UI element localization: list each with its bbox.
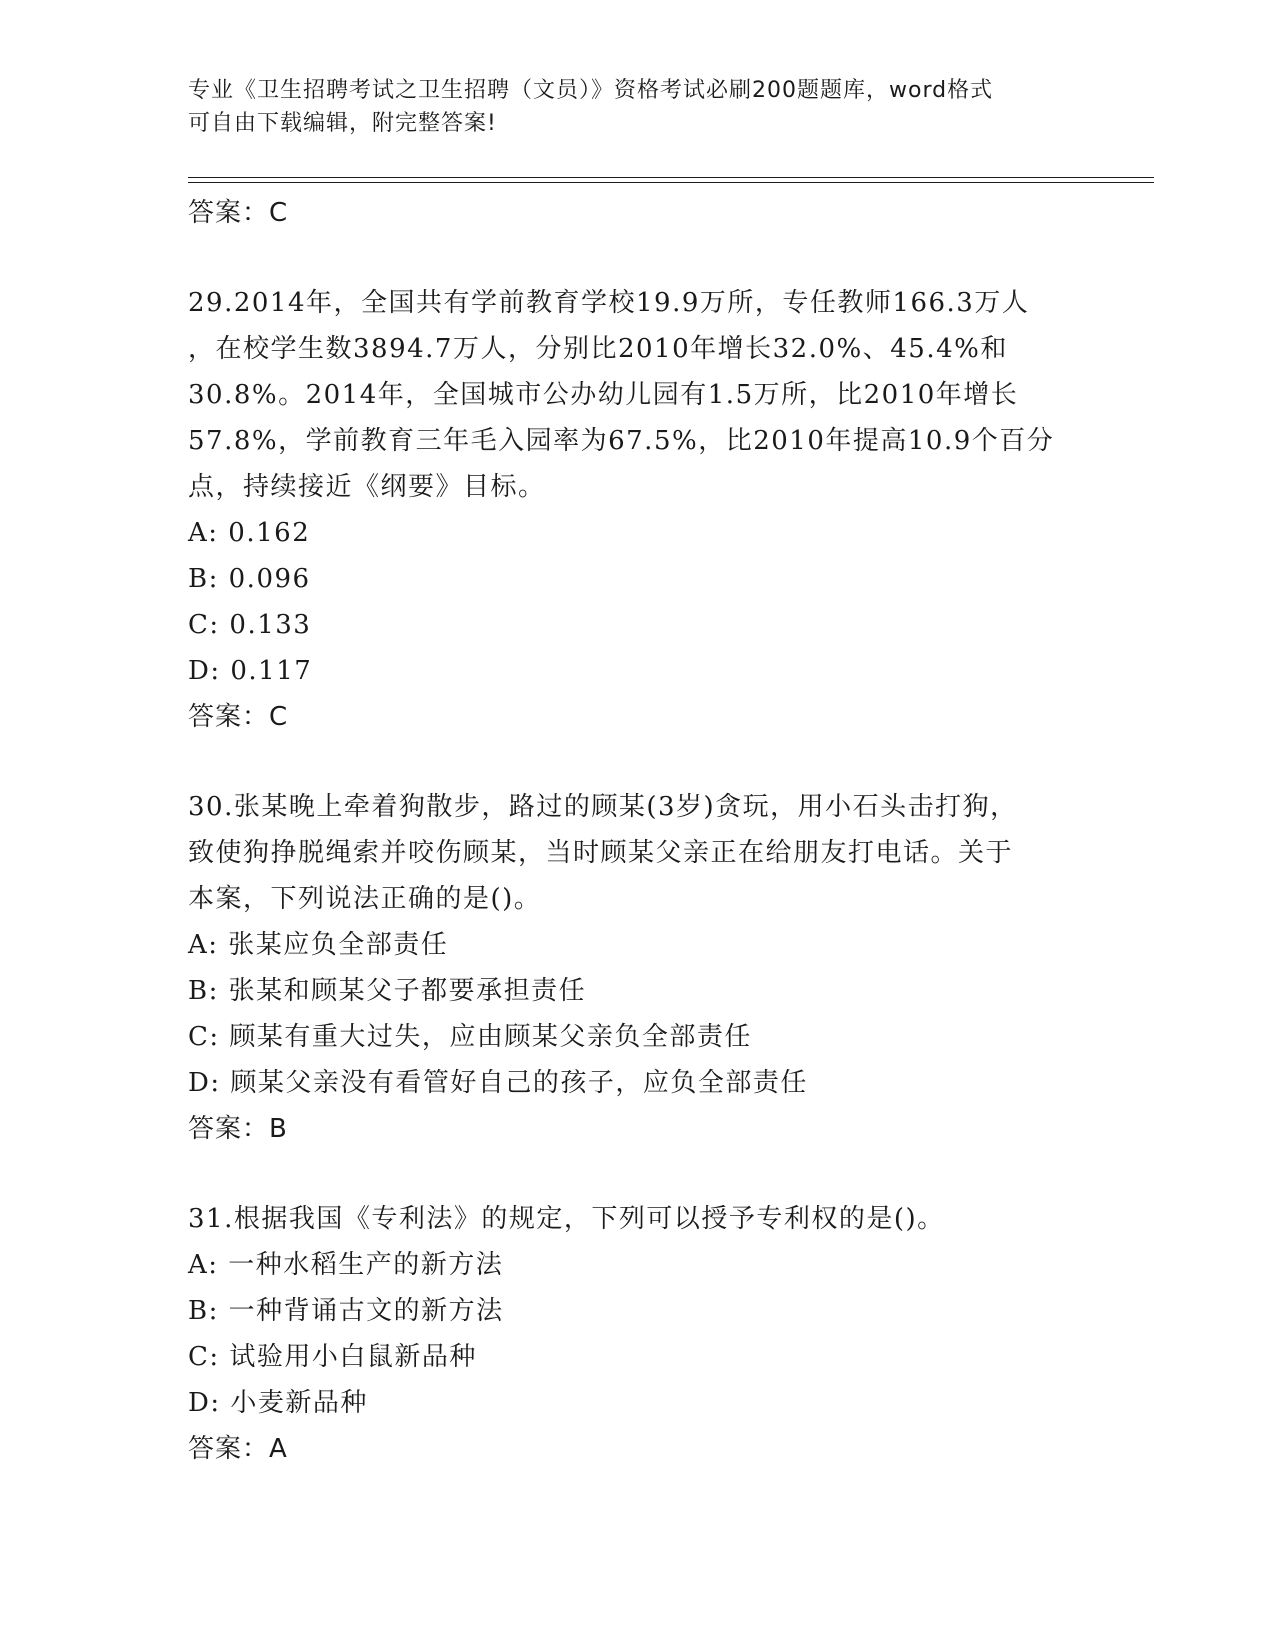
option-c: C: 0.133 (188, 610, 312, 640)
question-text-line: 29.2014年，全国共有学前教育学校19.9万所，专任教师166.3万人 (188, 288, 1030, 318)
question-31 (188, 1196, 1088, 1472)
option-a: A: 一种水稻生产的新方法 (188, 1250, 504, 1280)
option-a: A: 0.162 (188, 518, 311, 548)
header-line-2: 可自由下载编辑，附完整答案! (188, 111, 497, 136)
header-divider-bottom (188, 182, 1154, 183)
question-text-line: 30.8%。2014年，全国城市公办幼儿园有1.5万所，比2010年增长 (188, 380, 1019, 410)
option-a: A: 张某应负全部责任 (188, 930, 449, 960)
header-line-1: 专业《卫生招聘考试之卫生招聘（文员）》资格考试必刷200题题库，word格式 (188, 78, 994, 103)
previous-answer: 答案：C (188, 198, 289, 228)
question-text-line: 31.根据我国《专利法》的规定，下列可以授予专利权的是()。 (188, 1204, 945, 1234)
question-29 (188, 280, 1088, 740)
header-divider-top (188, 177, 1154, 178)
question-list (188, 190, 1088, 1472)
question-text-line: ，在校学生数3894.7万人，分别比2010年增长32.0%、45.4%和 (188, 334, 1008, 364)
question-text-line: 30.张某晚上牵着狗散步，路过的顾某(3岁)贪玩，用小石头击打狗， (188, 792, 1018, 822)
option-d: D: 0.117 (188, 656, 313, 686)
document-header (188, 74, 1068, 140)
question-text-line: 点，持续接近《纲要》目标。 (188, 472, 546, 502)
option-d: D: 顾某父亲没有看管好自己的孩子，应负全部责任 (188, 1068, 808, 1098)
question-text-line: 57.8%，学前教育三年毛入园率为67.5%，比2010年提高10.9个百分 (188, 426, 1055, 456)
question-text-line: 致使狗挣脱绳索并咬伤顾某，当时顾某父亲正在给朋友打电话。关于 (188, 838, 1014, 868)
answer-line: 答案：B (188, 1114, 288, 1144)
question-30 (188, 784, 1088, 1152)
question-text-line: 本案，下列说法正确的是()。 (188, 884, 542, 914)
option-c: C: 试验用小白鼠新品种 (188, 1342, 477, 1372)
option-b: B: 0.096 (188, 564, 311, 594)
option-b: B: 一种背诵古文的新方法 (188, 1296, 504, 1326)
answer-line: 答案：C (188, 702, 289, 732)
option-d: D: 小麦新品种 (188, 1388, 368, 1418)
option-c: C: 顾某有重大过失，应由顾某父亲负全部责任 (188, 1022, 752, 1052)
option-b: B: 张某和顾某父子都要承担责任 (188, 976, 587, 1006)
answer-line: 答案：A (188, 1434, 288, 1464)
